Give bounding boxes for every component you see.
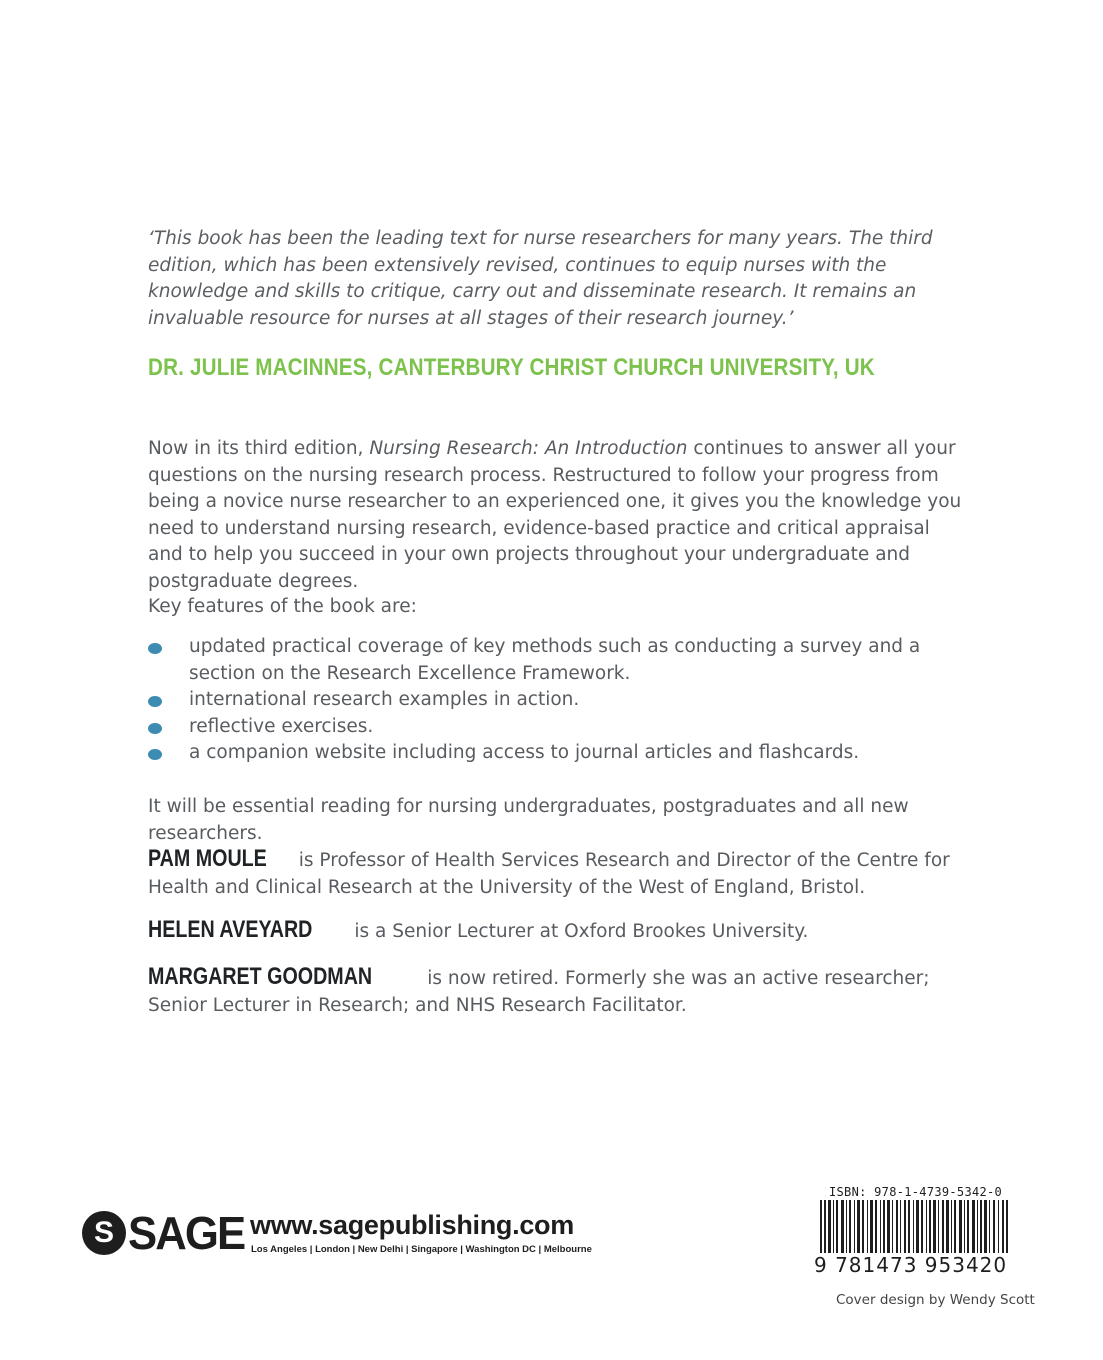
sage-logo: [82, 1208, 250, 1258]
author-bio: HELEN AVEYARD is a Senior Lecturer at Oxford Brookes University.: [148, 916, 809, 943]
features-heading: Key features of the book are:: [148, 596, 417, 617]
intro-after: continues to answer all your questions on the nursing research process. Restructured to follow your progress from being a novice nurse researcher to an experienced one, it gives you the knowledge you need to understand nursing research, evidence-based practice and critical appraisal and to help you succeed in your own projects throughout your undergraduate and postgraduate degrees.: [148, 438, 962, 592]
author-name: HELEN AVEYARD: [148, 916, 313, 943]
sage-logo-icon: S: [82, 1211, 126, 1255]
endorsement-attribution: DR. JULIE MACINNES, CANTERBURY CHRIST CHURCH UNIVERSITY, UK: [148, 354, 875, 381]
sage-logo-text: SAGE: [128, 1207, 245, 1259]
book-title: Nursing Research: An Introduction: [369, 438, 688, 459]
closing-statement: It will be essential reading for nursing undergraduates, postgraduates and all new researchers.: [148, 796, 909, 844]
publisher-url[interactable]: www.sagepublishing.com: [250, 1210, 574, 1240]
author-name: PAM MOULE: [148, 845, 267, 872]
author-bio: PAM MOULE is Professor of Health Services Research and Director of the Centre for Health and Clinical Research at the University of the West of England, Bristol.: [148, 845, 950, 898]
bullet-icon: [148, 723, 162, 734]
author-bio: MARGARET GOODMAN is now retired. Formerly she was an active researcher; Senior Lecturer in Research; and NHS Research Facilitator.: [148, 963, 930, 1016]
bullet-icon: [148, 696, 162, 707]
list-item: updated practical coverage of key methods such as conducting a survey and a section on the Research Excellence Framework.: [148, 634, 968, 687]
intro-before: Now in its third edition,: [148, 438, 370, 459]
features-list: [148, 634, 968, 767]
author-name: MARGARET GOODMAN: [148, 963, 373, 990]
isbn-label: ISBN: 978-1-4739-5342-0: [829, 1185, 1003, 1199]
bullet-icon: [148, 643, 162, 654]
cover-design-credit: Cover design by Wendy Scott: [836, 1292, 1035, 1308]
list-item: a companion website including access to journal articles and flashcards.: [148, 740, 968, 767]
book-description: [148, 436, 968, 595]
endorsement-quote: ‘This book has been the leading text for nurse researchers for many years. The third edition, which has been extensively revised, continues to equip nurses with the knowledge and skills to critique, carry out and disseminate research. It remains an invaluable resource for nurses at all stages of their research journey.’: [148, 228, 933, 329]
barcode-digits: 9 781473 953420: [812, 1253, 1018, 1277]
publisher-cities: Los Angeles | London | New Delhi | Singapore | Washington DC | Melbourne: [251, 1244, 592, 1255]
bullet-icon: [148, 749, 162, 760]
list-item: international research examples in action.: [148, 687, 968, 714]
list-item: reflective exercises.: [148, 714, 968, 741]
